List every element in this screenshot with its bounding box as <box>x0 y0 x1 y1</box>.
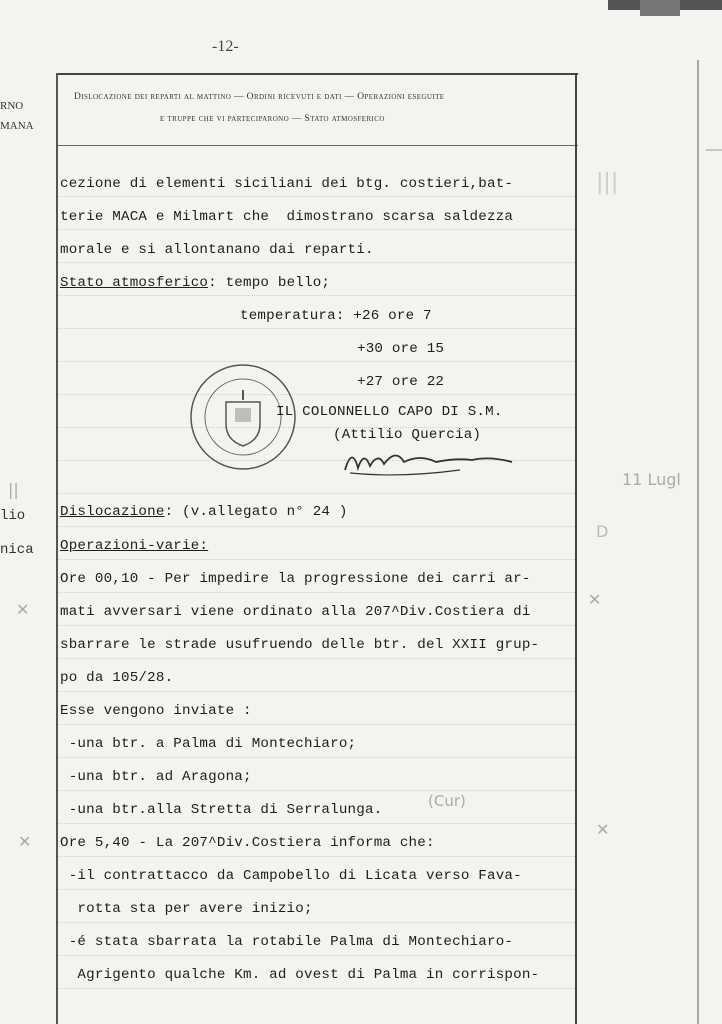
left-margin-text-1: RNO <box>0 100 24 112</box>
left-margin-text-4: nica <box>0 542 34 558</box>
body-line: morale e si allontanano dai reparti. <box>60 242 374 258</box>
dislocation-line <box>60 504 348 520</box>
body-line: mati avversari viene ordinato alla 207^Div.Costiera di <box>60 604 531 620</box>
pencil-mark: || <box>8 480 19 499</box>
weather-line <box>60 275 330 291</box>
left-rule <box>56 73 58 1024</box>
body-line: Ore 00,10 - Per impedire la progressione dei carri ar- <box>60 571 531 587</box>
list-item: rotta sta per avere inizio; <box>60 901 313 917</box>
faint-mark: ||| <box>596 170 619 195</box>
temperature-line: temperatura: +26 ore 7 <box>240 308 432 324</box>
list-item: -é stata sbarrata la rotabile Palma di Montechiaro- <box>60 934 514 950</box>
dislocation-text: : (v.allegato n° 24 ) <box>164 504 348 520</box>
pencil-cross: ✕ <box>588 590 602 609</box>
temperature-line: +30 ore 15 <box>357 341 445 357</box>
header-line-1: Dislocazione dei reparti al mattino — Ordini ricevuti e dati — Operazioni eseguite <box>74 92 445 102</box>
page-number: -12- <box>212 38 239 55</box>
pencil-date: 11 Lugl <box>622 470 681 489</box>
list-item: -il contrattacco da Campobello di Licata verso Fava- <box>60 868 522 884</box>
list-item: -una btr. a Palma di Montechiaro; <box>60 736 357 752</box>
pencil-note: D <box>596 522 609 541</box>
list-item: -una btr.alla Stretta di Serralunga. <box>60 802 383 818</box>
weather-text: : tempo bello; <box>208 275 331 291</box>
dislocation-heading: Dislocazione <box>60 504 165 520</box>
left-margin-text-2: MANA <box>0 120 34 132</box>
header-line-2: e truppe che vi parteciparono — Stato atmosferico <box>160 114 385 124</box>
list-item: -una btr. ad Aragona; <box>60 769 252 785</box>
operations-heading: Operazioni-varie: <box>60 538 209 554</box>
scan-edge <box>600 0 722 18</box>
signature-title: IL COLONNELLO CAPO DI S.M. <box>276 404 503 420</box>
pencil-cross: ✕ <box>596 820 610 839</box>
body-line: terie MACA e Milmart che dimostrano scarsa saldezza <box>60 209 514 225</box>
right-rule <box>575 73 577 1024</box>
pencil-cross: ✕ <box>18 832 32 851</box>
body-line: Esse vengono inviate : <box>60 703 252 719</box>
handwritten-signature <box>340 440 520 485</box>
left-margin-text-3: lio <box>0 508 26 524</box>
pencil-annotation: (Cur) <box>428 792 466 810</box>
body-line: cezione di elementi siciliani dei btg. costieri,bat- <box>60 176 514 192</box>
right-margin-area <box>588 60 722 1024</box>
pencil-cross: ✕ <box>16 600 30 619</box>
signature-name: (Attilio Quercia) <box>333 427 482 443</box>
body-line: po da 105/28. <box>60 670 174 686</box>
left-margin-column <box>0 0 56 1024</box>
header-box <box>56 73 578 146</box>
temperature-line: +27 ore 22 <box>357 374 445 390</box>
body-line: sbarrare le strade usufruendo delle btr. del XXII grup- <box>60 637 540 653</box>
body-line: Ore 5,40 - La 207^Div.Costiera informa che: <box>60 835 435 851</box>
list-item: Agrigento qualche Km. ad ovest di Palma in corrispon- <box>60 967 540 983</box>
weather-heading: Stato atmosferico <box>60 275 209 291</box>
